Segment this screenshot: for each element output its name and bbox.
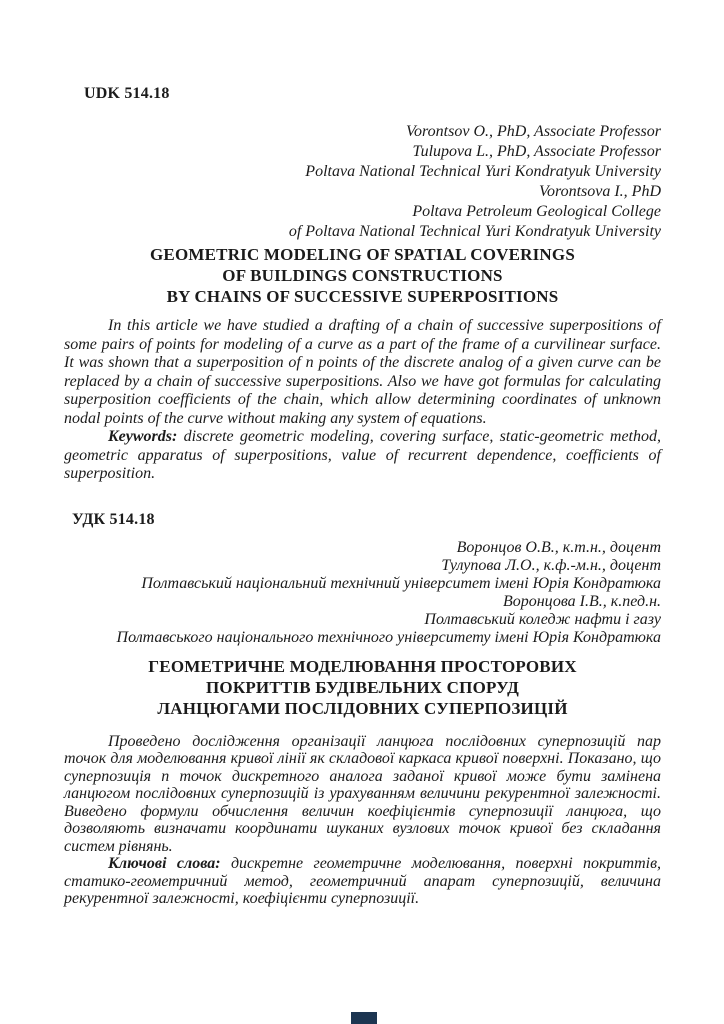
- author-line: Воронцов О.В., к.т.н., доцент: [456, 538, 661, 556]
- title-line: BY CHAINS OF SUCCESSIVE SUPERPOSITIONS: [166, 287, 559, 306]
- article-title-ua: [64, 656, 661, 719]
- footer-mark: [351, 1012, 377, 1024]
- page-content: [64, 84, 661, 908]
- udk-code-en: UDK 514.18: [84, 85, 170, 102]
- keywords-ua: [64, 855, 661, 908]
- author-line: Tulupova L., PhD, Associate Professor: [412, 143, 661, 160]
- title-line: ГЕОМЕТРИЧНЕ МОДЕЛЮВАННЯ ПРОСТОРОВИХ: [148, 656, 577, 676]
- author-block-en: [64, 122, 661, 242]
- keywords-text-en: discrete geometric modeling, covering surface, static-geometric method, geometric apparatus of superpositions, value of recurrent dependence, coefficients of superposition.: [64, 428, 661, 482]
- udk-code-ua: УДК 514.18: [72, 510, 155, 528]
- title-line: OF BUILDINGS CONSTRUCTIONS: [222, 266, 503, 285]
- abstract-en: In this article we have studied a drafting of a chain of successive superpositions of some pairs of points for modeling of a curve as a part of the frame of a curvilinear surface. It was shown that a superposition of n points of the discrete analog of a given curve can be replaced by a chain of successive superpositions. Also we have got formulas for calculating superposition coefficients of the chain, which allow determining coordinates of unknown nodal points of the curve without making any system of equations.: [64, 317, 661, 427]
- author-line: Воронцова І.В., к.пед.н.: [502, 592, 661, 610]
- author-affiliation-line: Полтавський коледж нафти і газу: [424, 610, 661, 628]
- author-block-ua: [64, 539, 661, 647]
- author-line: Тулупова Л.О., к.ф.-м.н., доцент: [441, 556, 661, 574]
- author-affiliation-line: Полтавського національного технічного університету імені Юрія Кондратюка: [116, 628, 661, 646]
- keywords-text-ua: дискретне геометричне моделювання, поверхні покриттів, статико-геометричний метод, геометричний апарат суперпозицій, величина рекурентної залежності, коефіцієнти суперпозиції.: [64, 855, 662, 907]
- author-affiliation-line: Poltava National Technical Yuri Kondratyuk University: [305, 163, 661, 180]
- keywords-label-ua: Ключові слова:: [108, 855, 221, 872]
- abstract-ua: Проведено дослідження організації ланцюга послідовних суперпозицій пар точок для моделювання кривої лінії як складової каркаса кривої поверхні. Показано, що суперпозиція n точок дискретного аналога заданої кривої може бути замінена ланцюгом послідовних суперпозицій із урахуванням величини рекурентної залежності. Виведено формули обчислення величин коефіцієнтів суперпозиції ланцюга, що дозволяють визначати координати шуканих вузлових точок кривої без складання систем рівнянь.: [64, 732, 661, 855]
- author-affiliation-line: Poltava Petroleum Geological College: [412, 203, 661, 220]
- title-line: ЛАНЦЮГАМИ ПОСЛІДОВНИХ СУПЕРПОЗИЦІЙ: [157, 698, 568, 718]
- article-title-en: [64, 244, 661, 307]
- keywords-label-en: Keywords:: [108, 428, 178, 445]
- author-affiliation-line: Полтавський національний технічний університет імені Юрія Кондратюка: [141, 574, 661, 592]
- keywords-en: [64, 428, 661, 484]
- title-line: GEOMETRIC MODELING OF SPATIAL COVERINGS: [150, 245, 575, 264]
- author-line: Vorontsova I., PhD: [538, 183, 661, 200]
- author-line: Vorontsov O., PhD, Associate Professor: [406, 123, 661, 140]
- title-line: ПОКРИТТІВ БУДІВЕЛЬНИХ СПОРУД: [205, 677, 520, 697]
- author-affiliation-line: of Poltava National Technical Yuri Kondratyuk University: [288, 223, 661, 240]
